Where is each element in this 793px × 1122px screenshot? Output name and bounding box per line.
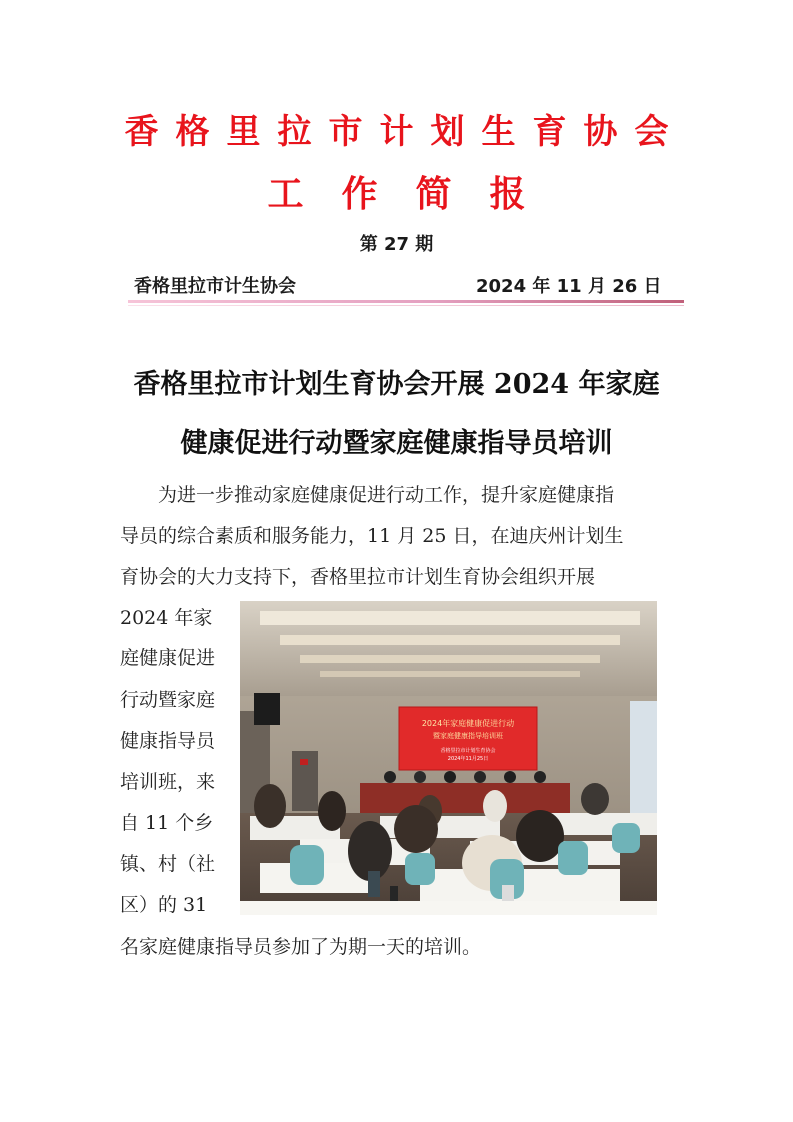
side-line-2: 庭健康促进: [120, 647, 216, 669]
issue-number: 第 27 期: [359, 234, 434, 255]
side-line-5: 培训班，来: [120, 771, 216, 793]
bulletin-title: 工作简报: [267, 174, 564, 215]
issue-date: 2024 年 11 月 26 日: [476, 276, 662, 297]
training-photo-illustration: [240, 601, 657, 915]
screen-text-3: 香格里拉市计划生育协会: [440, 748, 496, 754]
screen-text-1: 2024年家庭健康促进行动: [421, 719, 515, 728]
side-line-4: 健康指导员: [120, 730, 216, 752]
header-divider-thin: [128, 305, 684, 306]
screen-text-2: 暨家庭健康指导培训班: [433, 732, 503, 740]
side-line-8: 区）的 31: [120, 894, 208, 916]
side-line-6: 自 11 个乡: [120, 812, 214, 834]
side-line-3: 行动暨家庭: [120, 689, 216, 711]
side-line-7: 镇、村（社: [120, 853, 216, 875]
training-photo: [240, 601, 657, 915]
org-title: 香格里拉市计划生育协会: [124, 112, 686, 152]
body-line-3: 育协会的大力支持下，香格里拉市计划生育协会组织开展: [120, 566, 596, 588]
article-title-line-1: 香格里拉市计划生育协会开展 2024 年家庭: [133, 369, 660, 400]
screen-text-4: 2024年11月25日: [447, 756, 489, 762]
issuing-org: 香格里拉市计生协会: [134, 276, 296, 297]
header-divider: [128, 300, 684, 303]
body-line-2: 导员的综合素质和服务能力，11 月 25 日，在迪庆州计划生: [120, 525, 624, 547]
body-last-line: 名家庭健康指导员参加了为期一天的培训。: [120, 936, 482, 958]
body-line-1: 为进一步推动家庭健康促进行动工作，提升家庭健康指: [158, 484, 615, 506]
side-line-1: 2024 年家: [120, 607, 213, 629]
article-title-line-2: 健康促进行动暨家庭健康指导员培训: [180, 428, 613, 459]
